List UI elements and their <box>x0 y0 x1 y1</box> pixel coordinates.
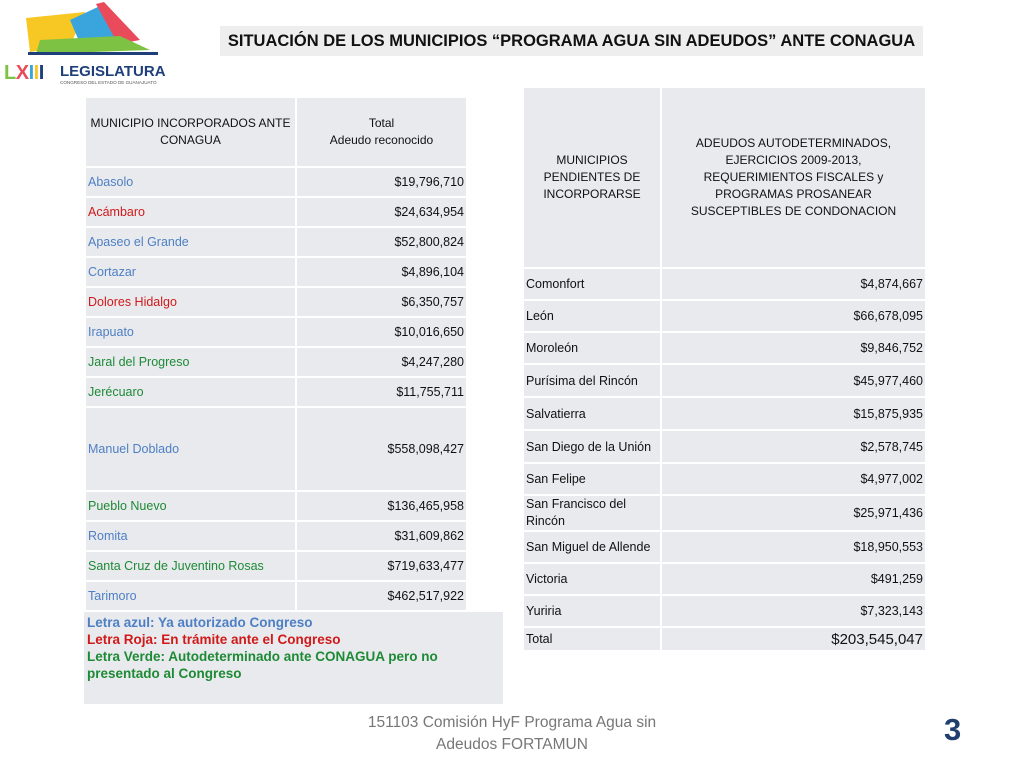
municipio-amount: $491,259 <box>661 563 926 595</box>
municipio-name: Pueblo Nuevo <box>85 491 296 521</box>
legend-green: Letra Verde: Autodeterminado ante CONAGUA pero no presentado al Congreso <box>87 649 438 681</box>
total-amount: $203,545,047 <box>661 627 926 651</box>
municipio-amount: $25,971,436 <box>661 495 926 531</box>
municipio-name: Irapuato <box>85 317 296 347</box>
municipio-name: Romita <box>85 521 296 551</box>
municipio-amount: $52,800,824 <box>296 227 467 257</box>
logo-subtext: CONGRESO DEL ESTADO DE GUANAJUATO <box>60 80 157 85</box>
svg-text:LXIII: LXIII <box>4 62 44 84</box>
municipio-amount: $9,846,752 <box>661 332 926 364</box>
municipio-amount: $4,896,104 <box>296 257 467 287</box>
municipio-name: Apaseo el Grande <box>85 227 296 257</box>
municipio-amount: $11,755,711 <box>296 377 467 407</box>
table-row <box>523 463 926 495</box>
municipio-amount: $558,098,427 <box>296 407 467 491</box>
table-row <box>85 377 467 407</box>
color-legend <box>84 612 503 704</box>
footer-line2: Adeudos FORTAMUN <box>436 736 588 753</box>
municipio-name: San Francisco del Rincón <box>523 495 661 531</box>
header-adeudos-line4: SUSCEPTIBLES DE CONDONACION <box>690 204 897 218</box>
header-municipio: MUNICIPIO INCORPORADOS ANTE CONAGUA <box>85 97 296 167</box>
total-label: Total <box>523 627 661 651</box>
table-row <box>85 551 467 581</box>
municipio-amount: $24,634,954 <box>296 197 467 227</box>
municipio-name: Tarimoro <box>85 581 296 611</box>
municipio-amount: $15,875,935 <box>661 397 926 430</box>
municipio-name: Santa Cruz de Juventino Rosas <box>85 551 296 581</box>
municipio-amount: $45,977,460 <box>661 364 926 397</box>
table-row <box>85 287 467 317</box>
table-row <box>523 332 926 364</box>
legend-red: Letra Roja: En trámite ante el Congreso <box>87 632 341 647</box>
table-row <box>523 563 926 595</box>
footer-line1: 151103 Comisión HyF Programa Agua sin <box>367 714 657 731</box>
municipio-name: Purísima del Rincón <box>523 364 661 397</box>
table-row <box>85 521 467 551</box>
header-adeudos-line2: EJERCICIOS 2009-2013, <box>725 153 862 167</box>
table-row <box>85 347 467 377</box>
table-row <box>85 257 467 287</box>
incorporated-municipalities-table <box>84 96 468 612</box>
municipio-name: Salvatierra <box>523 397 661 430</box>
table-row <box>523 300 926 332</box>
municipio-amount: $4,977,002 <box>661 463 926 495</box>
municipio-name: Acámbaro <box>85 197 296 227</box>
header-municipios-pendientes: MUNICIPIOS PENDIENTES DE INCORPORARSE <box>523 87 661 268</box>
municipio-amount: $7,323,143 <box>661 595 926 627</box>
page-title: SITUACIÓN DE LOS MUNICIPIOS “PROGRAMA AGUA SIN ADEUDOS” ANTE CONAGUA <box>220 26 923 56</box>
municipio-name: Moroleón <box>523 332 661 364</box>
table-header-row <box>523 87 926 268</box>
table-row <box>85 197 467 227</box>
municipio-name: Jaral del Progreso <box>85 347 296 377</box>
table-row <box>85 491 467 521</box>
municipio-amount: $10,016,650 <box>296 317 467 347</box>
table-row <box>523 595 926 627</box>
municipio-amount: $4,874,667 <box>661 268 926 300</box>
table-header-row <box>85 97 467 167</box>
municipio-amount: $136,465,958 <box>296 491 467 521</box>
slide-footer <box>352 712 672 756</box>
header-adeudos <box>661 87 926 268</box>
municipio-name: Yuriria <box>523 595 661 627</box>
table-row <box>523 364 926 397</box>
municipio-amount: $18,950,553 <box>661 531 926 563</box>
municipio-amount: $19,796,710 <box>296 167 467 197</box>
municipio-amount: $719,633,477 <box>296 551 467 581</box>
municipio-name: Manuel Doblado <box>85 407 296 491</box>
municipio-name: Jerécuaro <box>85 377 296 407</box>
municipio-name: San Diego de la Unión <box>523 430 661 463</box>
total-row <box>523 627 926 651</box>
header-adeudos-line1: ADEUDOS AUTODETERMINADOS, <box>695 136 892 150</box>
municipio-amount: $2,578,745 <box>661 430 926 463</box>
logo-base-line <box>28 52 158 55</box>
header-total <box>296 97 467 167</box>
municipio-name: San Felipe <box>523 463 661 495</box>
table-row <box>85 317 467 347</box>
table-row <box>85 167 467 197</box>
municipio-amount: $4,247,280 <box>296 347 467 377</box>
table-row <box>523 430 926 463</box>
table-row <box>85 407 467 491</box>
page-number: 3 <box>944 712 962 747</box>
table-row <box>523 268 926 300</box>
legislatura-logo <box>0 0 175 90</box>
table-row <box>523 397 926 430</box>
header-total-line2: Adeudo reconocido <box>329 133 434 147</box>
table-row <box>523 531 926 563</box>
municipio-name: San Miguel de Allende <box>523 531 661 563</box>
header-adeudos-line3: REQUERIMIENTOS FISCALES y PROGRAMAS PROSANEAR <box>703 170 884 201</box>
logo-graphic <box>0 0 175 90</box>
municipio-amount: $31,609,862 <box>296 521 467 551</box>
municipio-amount: $66,678,095 <box>661 300 926 332</box>
municipio-amount: $462,517,922 <box>296 581 467 611</box>
municipio-name: Dolores Hidalgo <box>85 287 296 317</box>
municipio-name: León <box>523 300 661 332</box>
legend-blue: Letra azul: Ya autorizado Congreso <box>87 615 313 630</box>
table-row <box>85 227 467 257</box>
pending-municipalities-table <box>522 86 927 652</box>
table-row <box>523 495 926 531</box>
municipio-amount: $6,350,757 <box>296 287 467 317</box>
municipio-name: Cortazar <box>85 257 296 287</box>
municipio-name: Abasolo <box>85 167 296 197</box>
logo-legislatura-text: LEGISLATURA <box>60 63 166 80</box>
municipio-name: Victoria <box>523 563 661 595</box>
table-row <box>85 581 467 611</box>
header-total-line1: Total <box>368 116 395 130</box>
municipio-name: Comonfort <box>523 268 661 300</box>
